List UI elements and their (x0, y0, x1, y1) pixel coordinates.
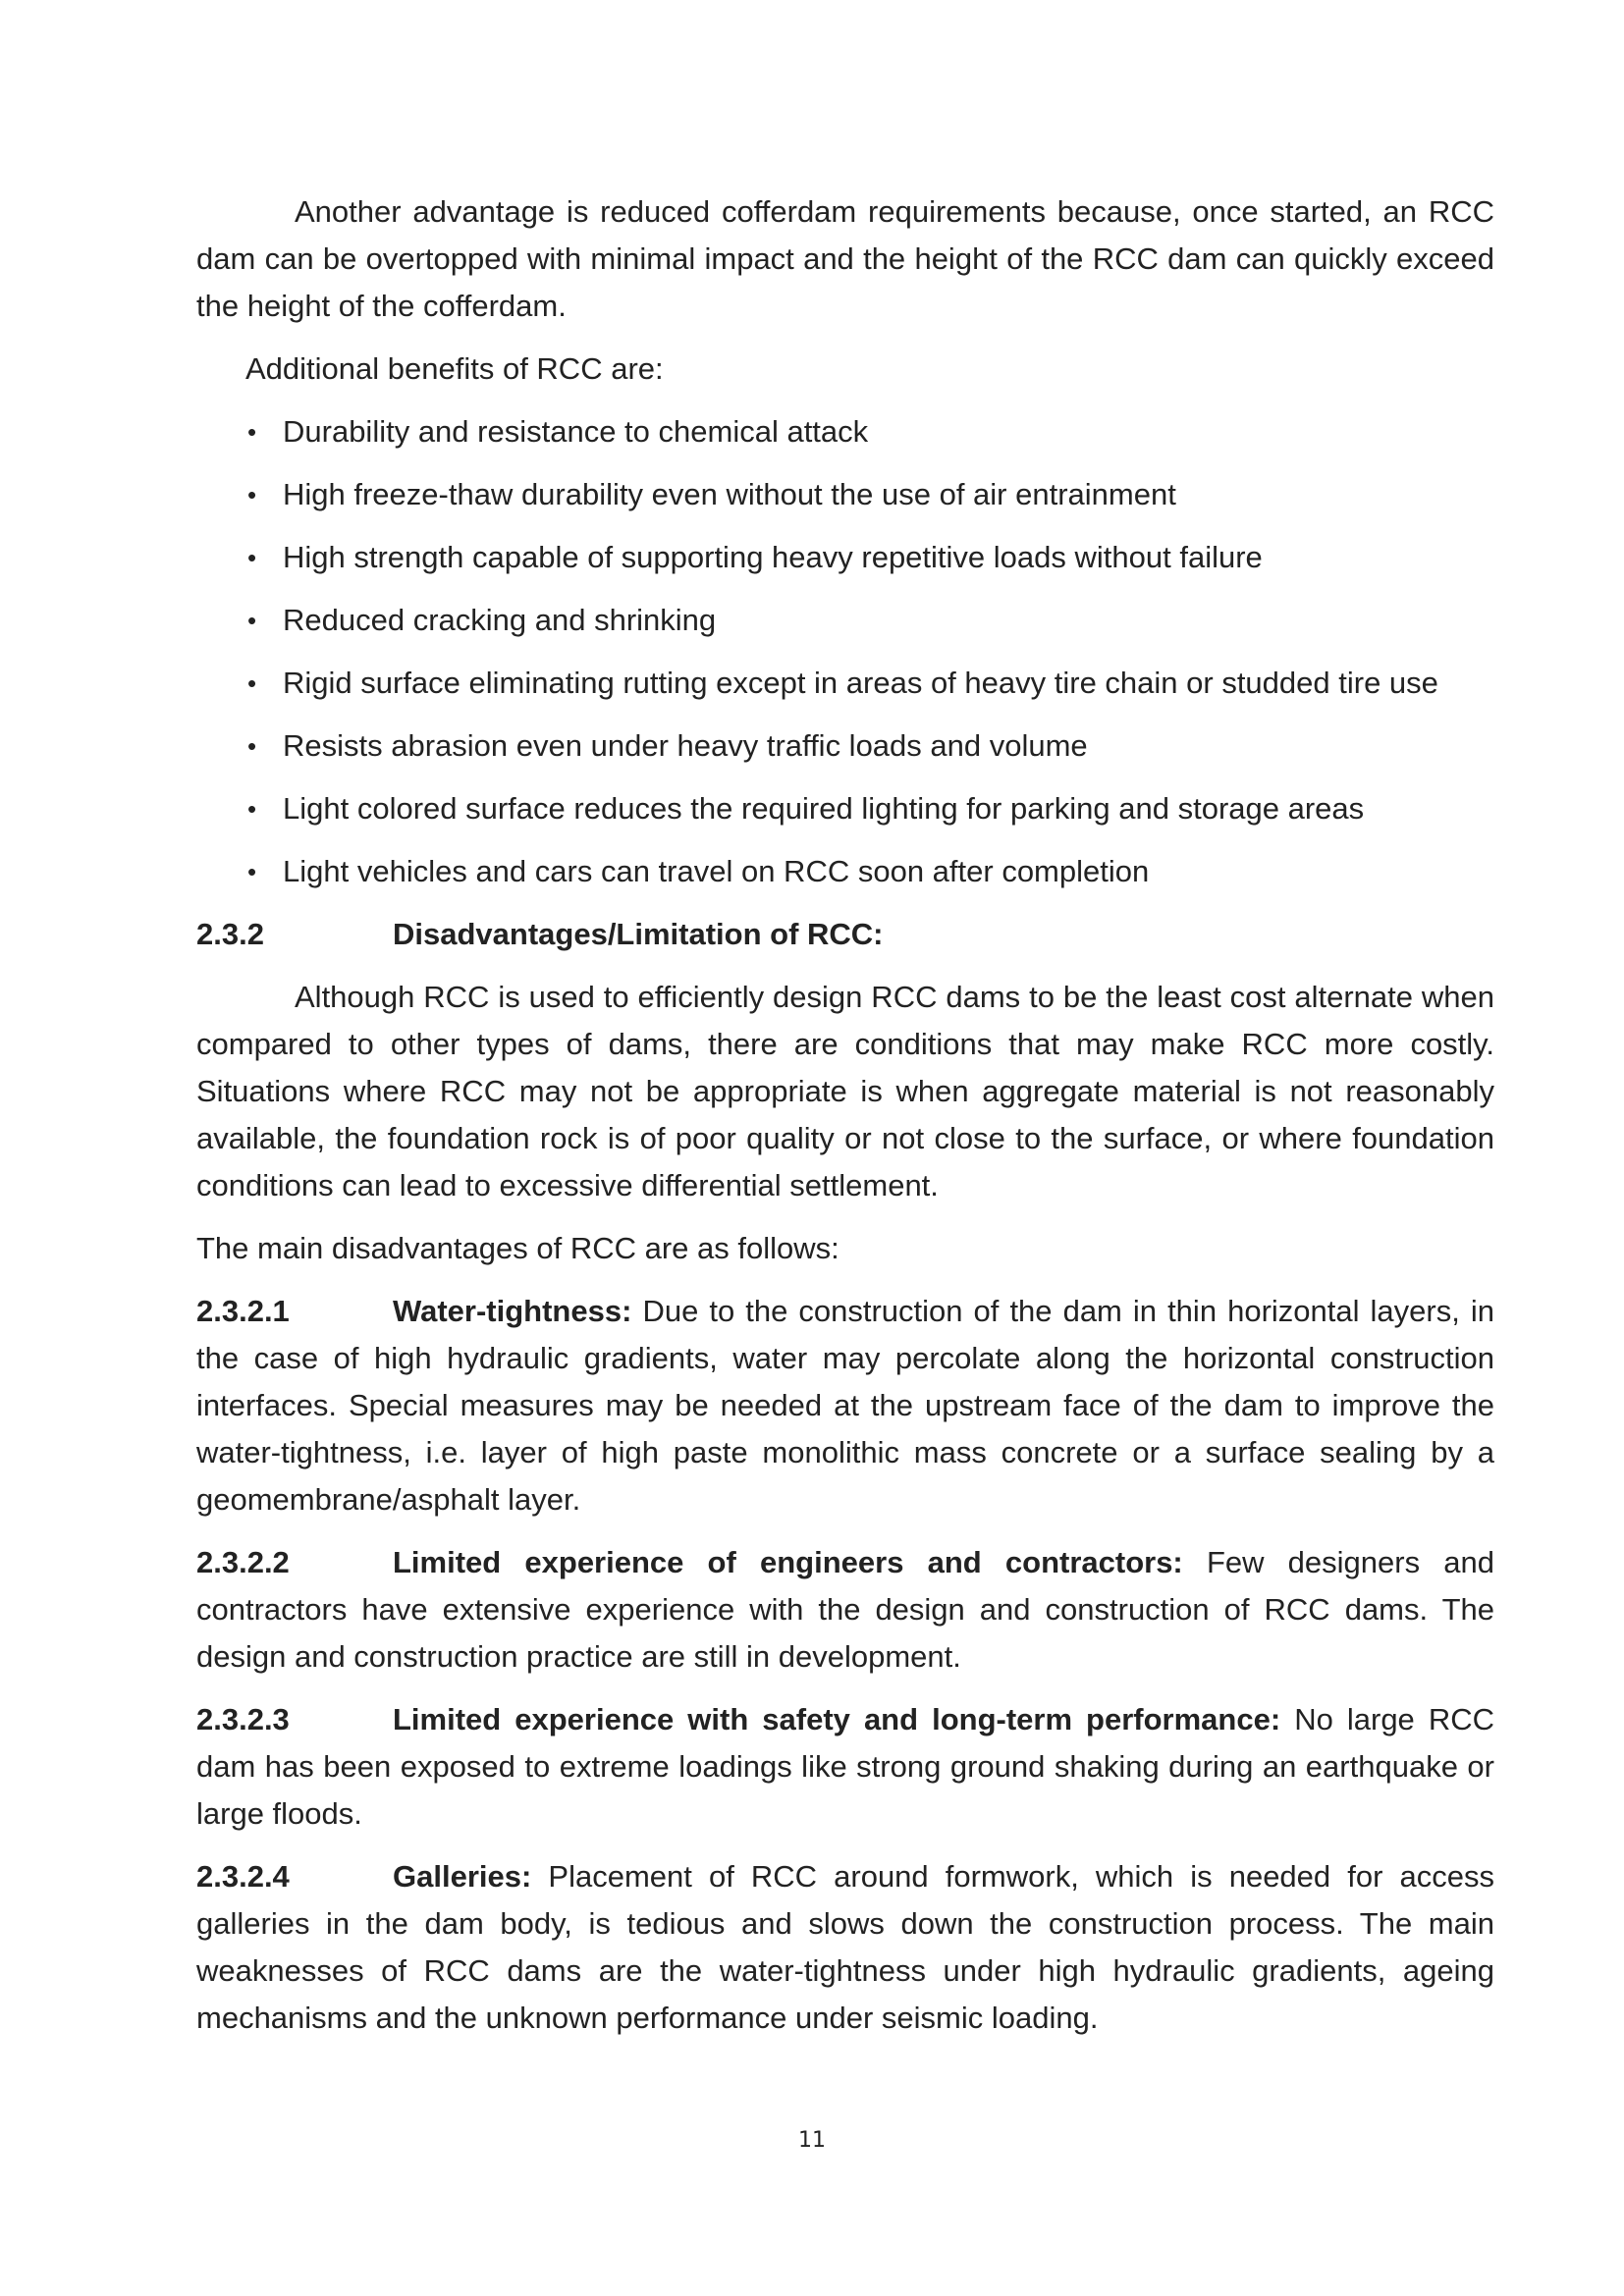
list-item-text: Light colored surface reduces the required lighting for parking and storage areas (283, 791, 1365, 826)
subsection-galleries (196, 1853, 1494, 2042)
benefits-intro: Additional benefits of RCC are: (245, 351, 664, 386)
subsection-number: 2.3.2.1 (196, 1294, 290, 1328)
subsection-title: Galleries: (393, 1859, 532, 1894)
subsection-text: Few designers and contractors have extensive experience with the design and construction of RCC dams. The design and construction practice are still in development. (196, 1545, 1494, 1674)
list-item (196, 660, 1494, 707)
bullet-icon: • (247, 668, 257, 698)
disadvantages-intro: The main disadvantages of RCC are as follows: (196, 1231, 839, 1265)
subsection-number: 2.3.2.3 (196, 1702, 290, 1736)
subsection-number: 2.3.2.2 (196, 1545, 290, 1579)
list-item (196, 785, 1494, 832)
list-item (196, 722, 1494, 770)
bullet-icon: • (247, 857, 257, 886)
subsection-text: Placement of RCC around formwork, which is needed for access galleries in the dam body, is tedious and slows down the construction process. The main weaknesses of RCC dams are the water-tightness under high hydraulic gradients, ageing mechanisms and the unknown performance under seismic loading. (196, 1859, 1494, 2035)
list-item-text: Rigid surface eliminating rutting except in areas of heavy tire chain or studded tire use (283, 666, 1438, 700)
list-item-text: High freeze-thaw durability even without the use of air entrainment (283, 477, 1176, 511)
list-item-text: Resists abrasion even under heavy traffic loads and volume (283, 728, 1088, 763)
bullet-icon: • (247, 480, 257, 509)
bullet-icon: • (247, 417, 257, 447)
bullet-icon: • (247, 606, 257, 635)
page-number: 11 (798, 2128, 826, 2153)
bullet-icon: • (247, 731, 257, 761)
subsection-title: Limited experience with safety and long-term performance: (393, 1702, 1281, 1736)
list-item (196, 597, 1494, 644)
subsection-water-tightness (196, 1288, 1494, 1523)
list-item-text: High strength capable of supporting heavy repetitive loads without failure (283, 540, 1263, 574)
section-heading (196, 911, 1494, 958)
list-item-text: Reduced cracking and shrinking (283, 603, 717, 637)
subsection-limited-experience (196, 1539, 1494, 1681)
list-item (196, 534, 1494, 581)
list-item (196, 471, 1494, 518)
subsection-safety-performance (196, 1696, 1494, 1838)
document-page (196, 188, 1494, 2057)
list-item (196, 408, 1494, 455)
section-title: Disadvantages/Limitation of RCC: (393, 917, 884, 951)
subsection-text: Due to the construction of the dam in thin horizontal layers, in the case of high hydraulic gradients, water may percolate along the horizontal construction interfaces. Special measures may be needed at the upstream face of the dam to improve the water-tightness, i.e. layer of high paste monolithic mass concrete or a surface sealing by a geomembrane/asphalt layer. (196, 1294, 1495, 1517)
bullet-icon: • (247, 794, 257, 824)
subsection-title: Limited experience of engineers and contractors: (393, 1545, 1183, 1579)
subsection-text: No large RCC dam has been exposed to extreme loadings like strong ground shaking during an earthquake or large floods. (196, 1702, 1494, 1831)
list-item-text: Light vehicles and cars can travel on RCC soon after completion (283, 854, 1150, 888)
intro-paragraph: Another advantage is reduced cofferdam requirements because, once started, an RCC dam can be overtopped with minimal impact and the height of the RCC dam can quickly exceed the height of the cofferdam. (196, 194, 1494, 323)
list-item-text: Durability and resistance to chemical attack (283, 414, 869, 449)
subsection-title: Water-tightness: (393, 1294, 632, 1328)
list-item (196, 848, 1494, 895)
benefits-list (196, 408, 1494, 895)
bullet-icon: • (247, 543, 257, 572)
subsection-number: 2.3.2.4 (196, 1859, 290, 1894)
section-paragraph: Although RCC is used to efficiently design RCC dams to be the least cost alternate when compared to other types of dams, there are conditions that may make RCC more costly. Situations where RCC may not be appropriate is when aggregate material is not reasonably available, the foundation rock is of poor quality or not close to the surface, or where foundation conditions can lead to excessive differential settlement. (196, 980, 1494, 1202)
section-number: 2.3.2 (196, 917, 264, 951)
